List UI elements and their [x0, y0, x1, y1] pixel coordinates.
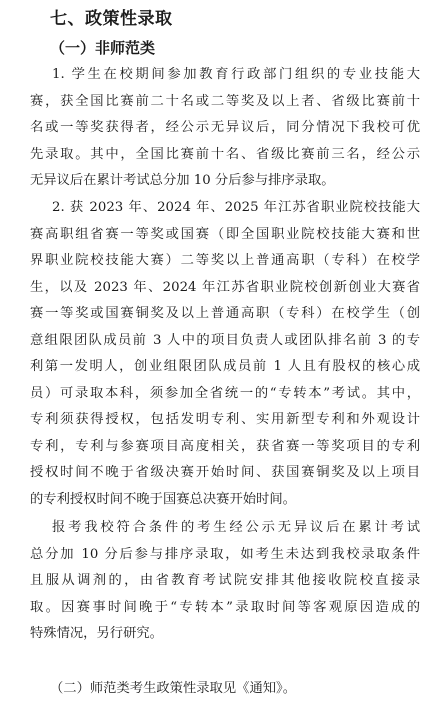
- paragraph-line: 意组限团队成员前 3 人中的项目负责人或团队排名前 3 的专: [30, 332, 420, 348]
- paragraph-line: 且服从调剂的，由省教育考试院安排其他接收院校直接录: [30, 573, 420, 588]
- paragraph-1: [30, 62, 420, 195]
- paragraph-line: 界职业院校技能大赛）二等奖以上普通高职（专科）在校学: [30, 253, 420, 268]
- section-heading: 七、政策性录取: [50, 9, 173, 29]
- paragraph-line: 赛，获全国比赛前二十名或二等奖及以上者、省级比赛前十: [30, 93, 420, 109]
- paragraph-line: 无异议后在累计考试总分加 10 分后参与排序录取。: [30, 173, 335, 188]
- paragraph-line: 报考我校符合条件的考生经公示无异议后在累计考试: [52, 520, 420, 535]
- paragraph-line: 专利，专利与参赛项目高度相关，获省赛一等奖项目的专利: [30, 438, 420, 454]
- paragraph-line: 1. 学生在校期间参加教育行政部门组织的专业技能大: [52, 67, 420, 82]
- paragraph-line: 员）可录取本科，须参加全省统一的“专转本”考试。其中，: [30, 385, 420, 401]
- paragraph-line: 特殊情况，另行研究。: [30, 626, 163, 641]
- paragraph-line: 取。因赛事时间晚于“专转本”录取时间等客观原因造成的: [30, 599, 420, 615]
- paragraph-line: 先录取。其中，全国比赛前十名、省级比赛前三名，经公示: [30, 146, 420, 162]
- paragraph-line: 授权时间不晚于省级决赛开始时间、获国赛铜奖及以上项目: [30, 465, 420, 480]
- paragraph-line: 利第一发明人，创业组限团队成员前 1 人且有股权的核心成: [30, 359, 420, 374]
- subsection-heading: （一）非师范类: [50, 39, 156, 57]
- paragraph-line: 2. 获 2023 年、2024 年、2025 年江苏省职业院校技能大: [52, 200, 420, 215]
- paragraph-line: 赛一等奖或国赛铜奖及以上普通高职（专科）在校学生（创: [30, 306, 420, 321]
- paragraph-line: 生，以及 2023 年、2024 年江苏省职业院校创新创业大赛省: [30, 279, 420, 295]
- paragraph-3: [30, 515, 420, 648]
- paragraph-line: 总分加 10 分后参与排序录取，如考生未达到我校录取条件: [30, 546, 420, 562]
- paragraph-line: 名或一等奖获得者，经公示无异议后，同分情况下我校可优: [30, 120, 420, 135]
- footer-note: （二）师范类考生政策性录取见《通知》。: [50, 681, 296, 696]
- paragraph-2: [30, 195, 420, 513]
- paragraph-line: 赛高职组省赛一等奖或国赛（即全国职业院校技能大赛和世: [30, 226, 420, 242]
- paragraph-line: 专利须获得授权，包括发明专利、实用新型专利和外观设计: [30, 412, 420, 427]
- paragraph-line: 的专利授权时间不晚于国赛总决赛开始时间。: [30, 491, 296, 507]
